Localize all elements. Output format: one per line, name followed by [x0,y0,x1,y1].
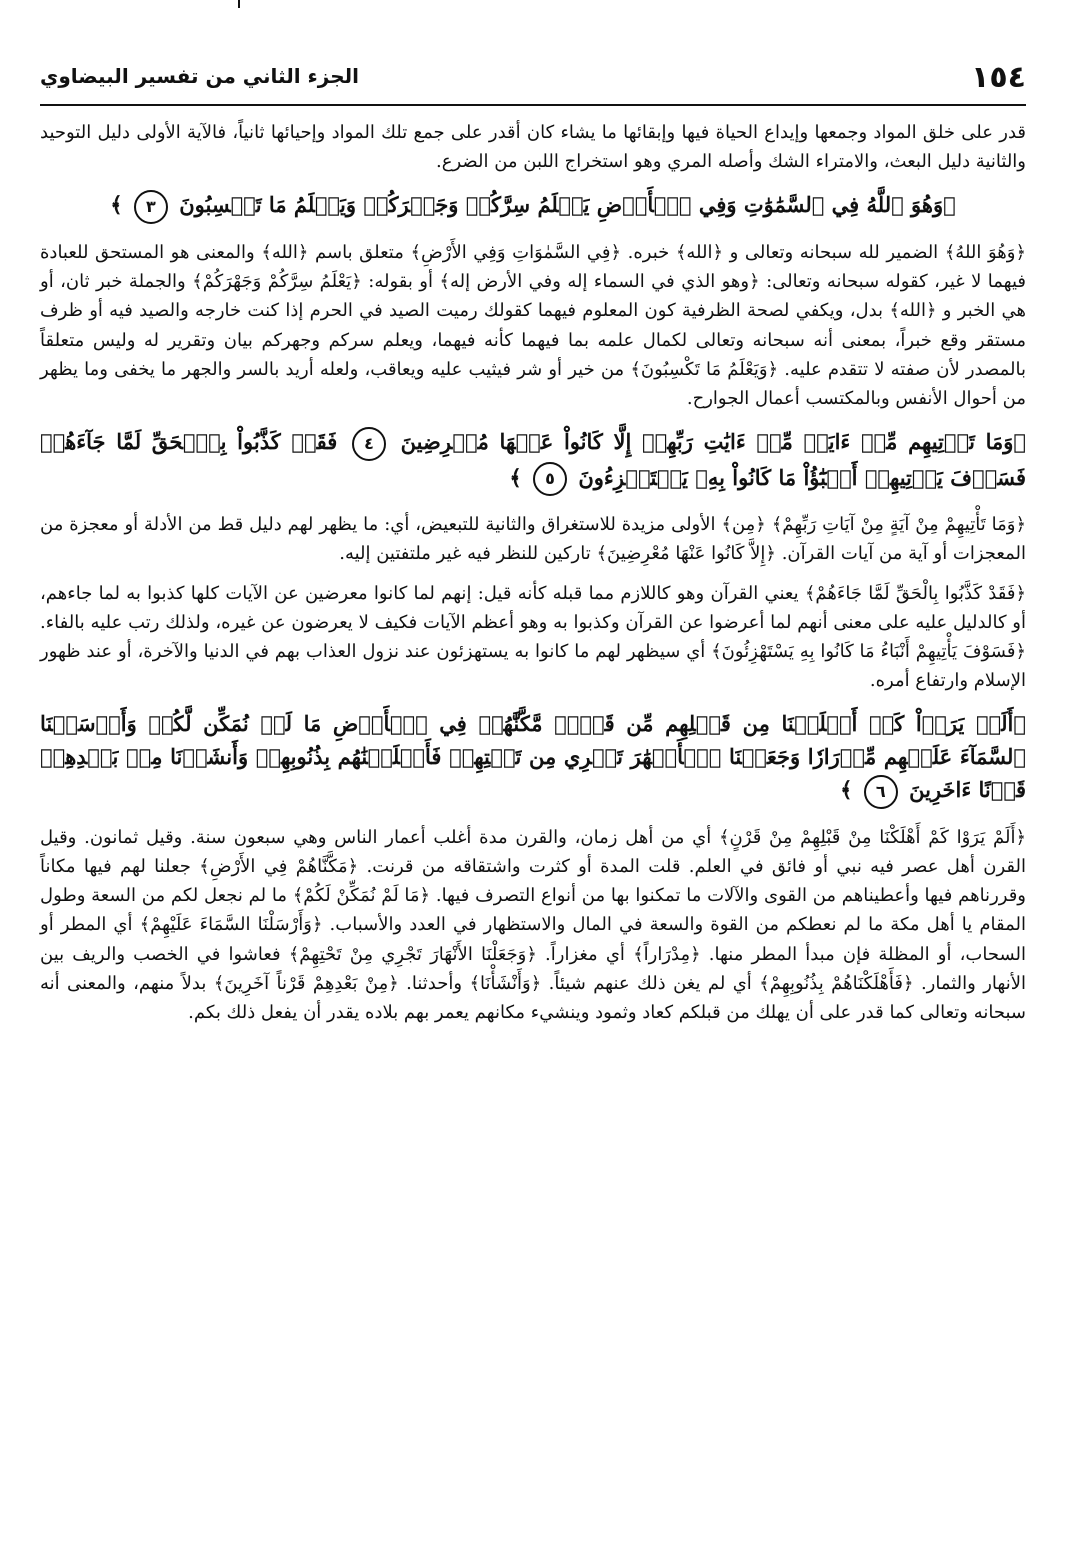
scan-mark [238,0,240,8]
verse-close-bracket: ﴾ [110,192,123,218]
verse-text: ﴿وَمَا تَأۡتِيهِم مِّنۡ ءَايَةٖ مِّنۡ ءَايَٰتِ رَبِّهِمۡ إِلَّا كَانُواْ عَنۡهَا مُعۡرِضِينَ [400,429,1027,455]
quran-verses-4-5 [40,425,1026,496]
quran-verse-6 [40,707,1026,809]
commentary-paragraph-3: ﴿وَمَا تَأْتِيهِمْ مِنْ آيَةٍ مِنْ آيَاتِ رَبِّهِمْ﴾ ﴿مِن﴾ الأولى مزيدة للاستغراق والثانية للتبعيض، أي: ما يظهر لهم دليل قط من الأدلة أو معجزة من المعجزات أو آية من آيات القرآن. ﴿إِلاَّ كَانُوا عَنْهَا مُعْرِضِينَ﴾ تاركين للنظر فيه غير ملتفتين إليه. [40,514,1026,565]
ayah-number-marker: ٦ [864,775,898,809]
ayah-number-marker: ٤ [352,427,386,461]
verse-close-bracket: ﴾ [840,777,853,803]
commentary-paragraph-4: ﴿فَقَدْ كَذَّبُوا بِالْحَقِّ لَمَّا جَاءَهُمْ﴾ يعني القرآن وهو كاللازم مما قبله كأنه قيل: إنهم لما كانوا معرضين عن الآيات كلها كذبوا به لما جاءهم، أو كالدليل عليه على معنى أنهم لما أعرضوا عن القرآن وكذبوا به وهو أعظم الآيات فكيف لا يعرضون عن غيره، ولذلك رتب عليه بالفاء. ﴿فَسَوْفَ يَأْتِيهِمْ أَنْبَاءُ مَا كَانُوا بِهِ يَسْتَهْزِئُونَ﴾ أي سيظهر لهم ما كانوا به يستهزئون عند نزول العذاب بهم في الدنيا والآخرة، أو عند ظهور الإسلام وارتفاع أمره. [40,582,1026,692]
verse-text: ﴿أَلَمۡ يَرَوۡاْ كَمۡ أَهۡلَكۡنَا مِن قَبۡلِهِم مِّن قَرۡنٖ مَّكَّنَّٰهُمۡ فِي ٱلۡأَرۡضِ مَا لَمۡ نُمَكِّن لَّكُمۡ وَأَرۡسَلۡنَا ٱلسَّمَآءَ عَلَيۡهِم مِّدۡرَارٗا وَجَعَلۡنَا ٱلۡأَنۡهَٰرَ تَجۡرِي مِن تَحۡتِهِمۡ فَأَهۡلَكۡنَٰهُم بِذُنُوبِهِمۡ وَأَنشَأۡنَا مِنۢ بَعۡدِهِمۡ قَرۡنًا ءَاخَرِينَ [40,711,1026,803]
verse-text: ﴿وَهُوَ ٱللَّهُ فِي ٱلسَّمَٰوَٰتِ وَفِي ٱلۡأَرۡضِ يَعۡلَمُ سِرَّكُمۡ وَجَهۡرَكُمۡ وَيَعۡلَمُ مَا تَكۡسِبُونَ [179,192,956,218]
ayah-number-marker: ٣ [134,190,168,224]
page-number: ١٥٤ [971,60,1026,95]
ayah-number-marker: ٥ [533,462,567,496]
running-title: الجزء الثاني من تفسير البيضاوي [40,64,359,88]
commentary-paragraph-1: قدر على خلق المواد وجمعها وإيداع الحياة فيها وإبقائها ما يشاء كان أقدر على جمع تلك المواد وإحيائها ثانياً، فالآية الأولى دليل التوحيد والثانية دليل البعث، والامتراء الشك وأصله المري وهو استخراج اللبن من الضرع. [40,122,1026,173]
verse-close-bracket: ﴾ [509,464,522,490]
tafsir-body [40,118,1026,1037]
commentary-paragraph-2: ﴿وَهُوَ اللهُ﴾ الضمير لله سبحانه وتعالى و ﴿الله﴾ خبره. ﴿فِي السَّمٰوَاتِ وَفِي الأَرْضِ﴾ متعلق باسم ﴿الله﴾ والمعنى هو المستحق للعبادة فيهما لا غير، كقوله سبحانه وتعالى: ﴿وهو الذي في السماء إله وفي الأرض إله﴾ أو بقوله: ﴿يَعْلَمُ سِرَّكُمْ وَجَهْرَكُمْ﴾ والجملة خبر ثان، أو هي الخبر و ﴿الله﴾ بدل، ويكفي لصحة الظرفية كون المعلوم فيهما كقولك رميت الصيد في الحرم إذا كنت خارجه والصيد فيه أو ظرف مستقر وقع خبراً، بمعنى أنه سبحانه وتعالى لكمال علمه بما فيهما كأنه فيهما، ويعلم سركم وجهركم بيان وتقرير له وليس متعلقاً بالمصدر لأن صفته لا تتقدم عليه. ﴿وَيَعْلَمُ مَا تَكْسِبُونَ﴾ من خير أو شر فيثيب عليه ويعاقب، ولعله أريد بالسر والجهر ما يخفى وما يظهر من أحوال الأنفس وبالمكتسب أعمال الجوارح. [40,241,1026,409]
page-header [40,58,1026,106]
verse-text: فَقَدۡ كَذَّبُواْ بِٱلۡحَقِّ لَمَّا جَآءَهُمۡ فَسَوۡفَ يَأۡتِيهِمۡ أَنۢبَٰٓؤُاْ مَا كَانُواْ بِهِۦ يَسۡتَهۡزِءُونَ [40,429,1026,490]
commentary-paragraph-5: ﴿أَلَمْ يَرَوْا كَمْ أَهْلَكْنَا مِنْ قَبْلِهِمْ مِنْ قَرْنٍ﴾ أي من أهل زمان، والقرن مدة أغلب أعمار الناس وهي سبعون سنة. وقيل ثمانون. وقيل القرن أهل عصر فيه نبي أو فائق في العلم. قلت المدة أو كثرت واشتقاقه من قرنت. ﴿مَكَّنَّاهُمْ فِي الأَرْضِ﴾ جعلنا لهم فيها مكاناً وقررناهم فيها وأعطيناهم من القوى والآلات ما تمكنوا بها من أنواع التصرف فيها. ﴿مَا لَمْ نُمَكِّنْ لَكُمْ﴾ ما لم نجعل لكم من السعة وطول المقام يا أهل مكة ما لم نعطكم من القوة والسعة في المال والاستظهار في العدد والأسباب. ﴿وَأَرْسَلْنَا السَّمَاءَ عَلَيْهِمْ﴾ أي المطر أو السحاب، أو المظلة فإن مبدأ المطر منها. ﴿مِدْرَاراً﴾ أي مغزاراً. ﴿وَجَعَلْنَا الأَنْهَارَ تَجْرِي مِنْ تَحْتِهِمْ﴾ فعاشوا في الخصب والريف بين الأنهار والثمار. ﴿فَأَهْلَكْنَاهُمْ بِذُنُوبِهِمْ﴾ أي لم يغن ذلك عنهم شيئاً. ﴿وَأَنْشَأْنَا﴾ وأحدثنا. ﴿مِنْ بَعْدِهِمْ قَرْناً آخَرِينَ﴾ بدلاً منهم، والمعنى أنه سبحانه وتعالى كما قدر على أن يهلك من قبلكم كعاد وثمود وينشيء مكانهم يعمر بهم بلاده يقدر أن يفعل ذلك بكم. [40,826,1026,1024]
quran-verse-3 [40,188,1026,224]
